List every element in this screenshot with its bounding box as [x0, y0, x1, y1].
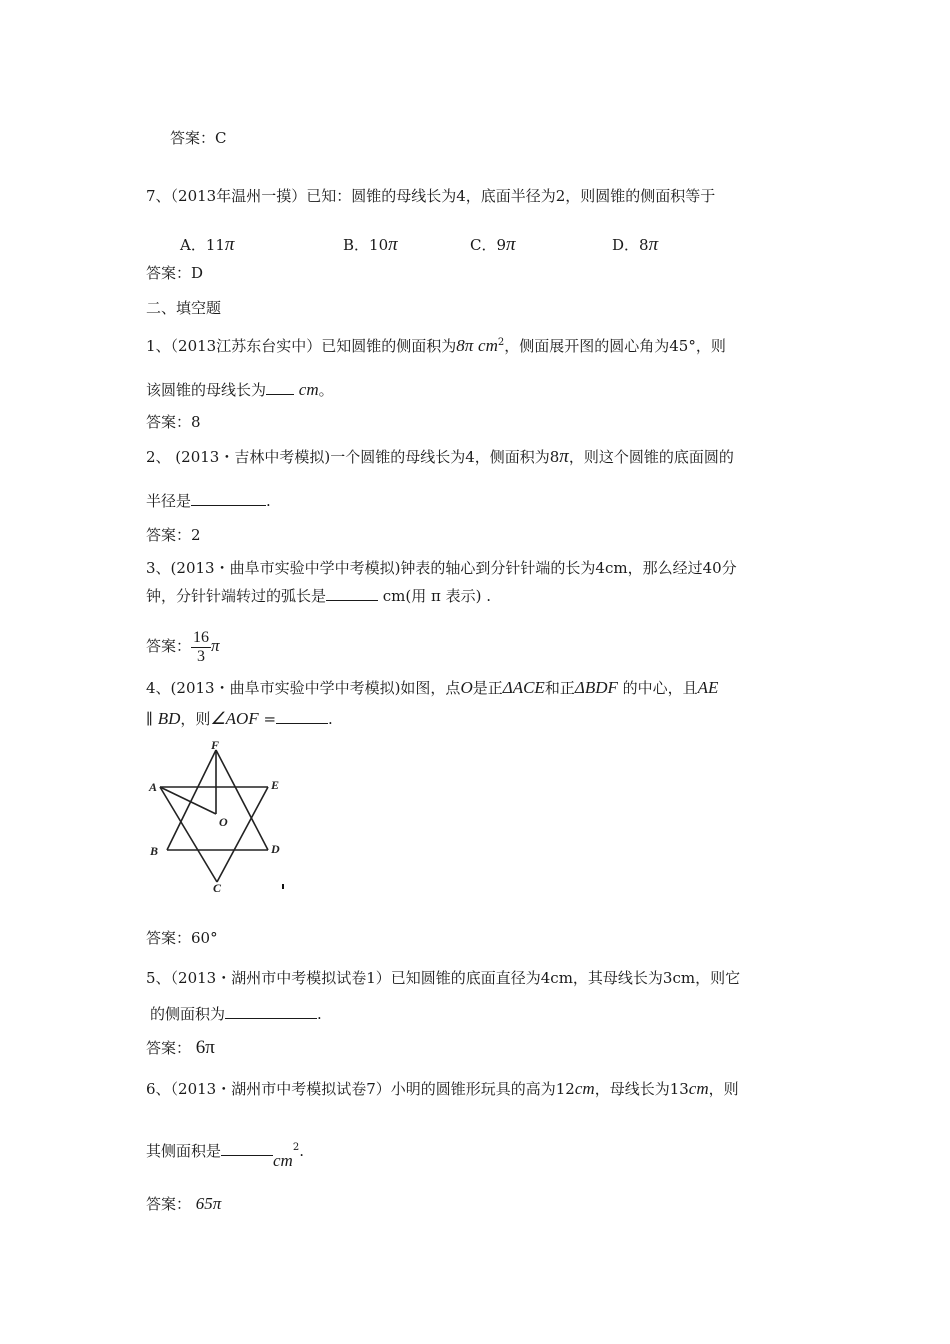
- label-b: B: [150, 844, 159, 858]
- f2-line2: 半径是 .: [146, 492, 271, 510]
- f5-answer: 答案： 6π: [146, 1037, 215, 1058]
- f6-blank[interactable]: [221, 1141, 273, 1156]
- section-title: 二、填空题: [146, 299, 222, 317]
- q7-option-d: D．8π: [612, 234, 659, 255]
- f6-line1: 6、（2013・湖州市中考模拟试卷7）小明的圆锥形玩具的高为12cm，母线长为13cm，则: [146, 1079, 739, 1098]
- f5-line2: 的侧面积为 .: [150, 1005, 322, 1023]
- star-figure: [140, 738, 300, 898]
- q7-option-c: C．9π: [470, 234, 516, 255]
- label-d: D: [271, 842, 280, 856]
- f5-line1: 5、（2013・湖州市中考模拟试卷1）已知圆锥的底面直径为4cm，其母线长为3cm，则它: [146, 969, 741, 987]
- f3-blank[interactable]: [326, 586, 378, 601]
- label-c: C: [213, 881, 222, 895]
- q7-option-a: A．11π: [180, 234, 235, 255]
- f4-answer: 答案：60°: [146, 929, 218, 947]
- answer-prev: 答案：C: [170, 129, 227, 147]
- label-o: O: [219, 815, 228, 829]
- q7-answer: 答案：D: [146, 264, 204, 282]
- f1-line2: 该圆锥的母线长为 cm。: [146, 380, 334, 399]
- stray-mark: [282, 884, 284, 889]
- label-e: E: [271, 778, 280, 792]
- f6-answer: 答案： 65π: [146, 1194, 222, 1213]
- f4-line1: 4、(2013・曲阜市实验中学中考模拟)如图，点O是正ΔACE和正ΔBDF 的中心，且AE: [146, 678, 719, 697]
- f3-line1: 3、(2013・曲阜市实验中学中考模拟)钟表的轴心到分针针端的长为4cm，那么经过40分: [146, 559, 737, 577]
- f2-blank[interactable]: [191, 491, 266, 506]
- label-a: A: [149, 780, 158, 794]
- f1-line1: 1、（2013江苏东台实中）已知圆锥的侧面积为8π $cm^2$，侧面展开图的圆心角为45°，则: [146, 336, 726, 355]
- f6-line2: 其侧面积是 $cm^2$.: [146, 1142, 304, 1170]
- f4-line2: ∥ BD，则∠AOF = .: [146, 709, 333, 728]
- f4-blank[interactable]: [276, 709, 328, 724]
- f2-answer: 答案：2: [146, 526, 201, 544]
- f5-blank[interactable]: [225, 1004, 317, 1019]
- q7-option-b: B．10π: [343, 234, 398, 255]
- label-f: F: [211, 738, 220, 752]
- f1-answer: 答案：8: [146, 413, 201, 431]
- f1-blank[interactable]: [266, 380, 294, 395]
- f2-line1: 2、 (2013・吉林中考模拟)一个圆锥的母线长为4，侧面积为8π，则这个圆锥的底面圆的: [146, 446, 734, 467]
- f3-answer: 答案： $\frac{16}{3}$ π: [146, 628, 220, 665]
- f3-line2: 钟，分针针端转过的弧长是 cm(用 π 表示) .: [146, 587, 492, 605]
- answer-fraction: $\frac{16}{3}$: [193, 628, 210, 665]
- edge-fb: [167, 750, 216, 850]
- q7-text: 7、（2013年温州一摸）已知：圆锥的母线长为4，底面半径为2，则圆锥的侧面积等于: [146, 187, 716, 205]
